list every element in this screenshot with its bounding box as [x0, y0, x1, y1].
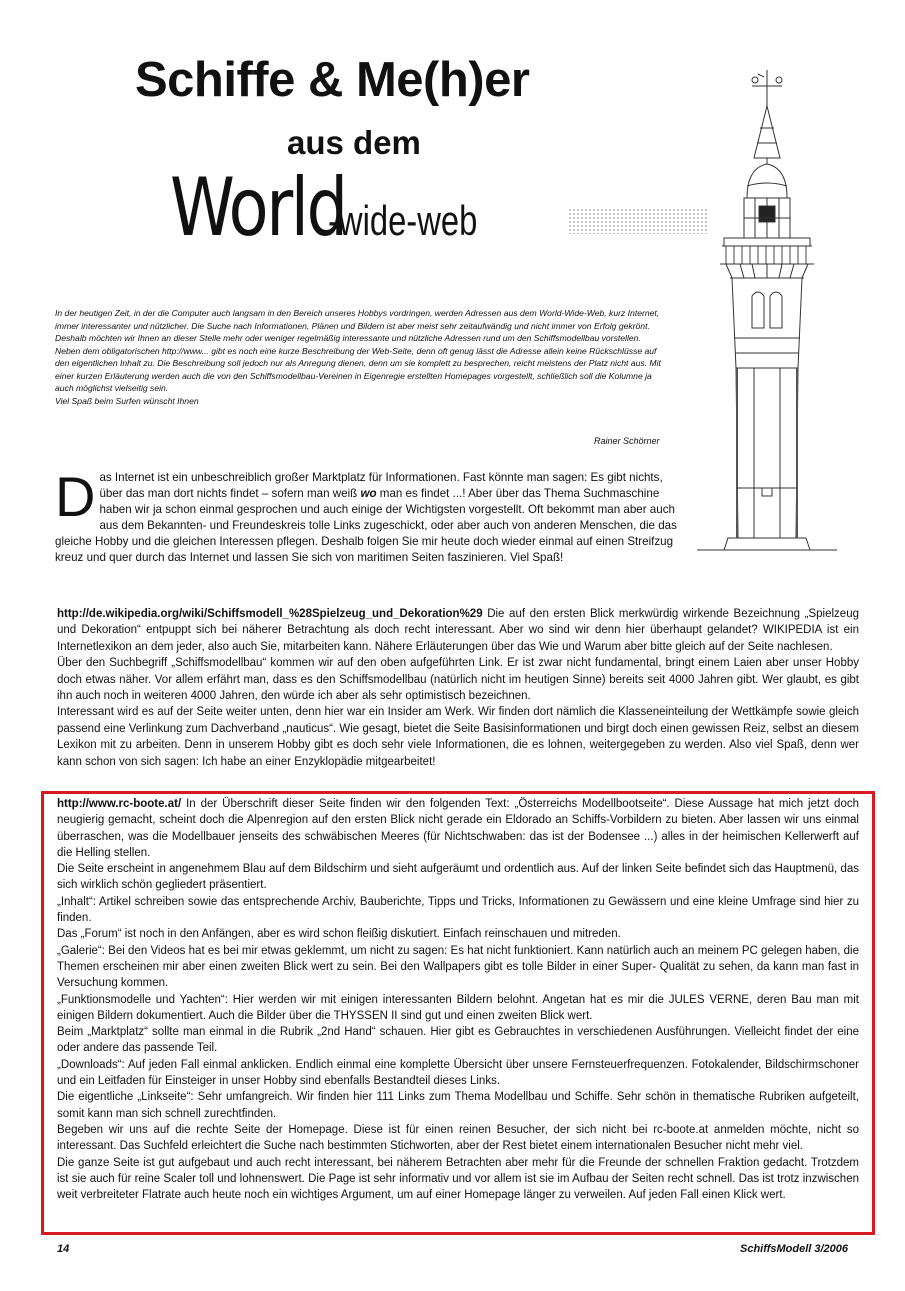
title-world: World	[170, 161, 346, 254]
title-line1: Schiffe & Me(h)er	[135, 53, 530, 107]
article-wikipedia	[57, 606, 859, 770]
lead-text-2: man es findet ...! Aber über das Thema Suchmaschine haben wir ja schon einmal gesprochen und auch einige der Wichtigsten vorgestellt. Oft bekommt man aber auch aus dem Bekannten- und Freundeskreis tolle Links zugeschickt, oder aber auch von anderen Menschen, die das gleiche Hobby und die gleichen Interessen pflegen. Deshalb folgen Sie mir heute doch wieder einmal auf einen Streifzug kreuz und quer durch das Internet und lassen Sie sich von maritimen Seiten faszinieren. Viel Spaß!	[55, 487, 677, 564]
article-paragraph: „Inhalt“: Artikel schreiben sowie das entsprechende Archiv, Bauberichte, Tipps und Tricks, Informationen zu Gewässern und eine kleine Umfrage sind hier zu finden.	[57, 895, 859, 925]
article-intro-text: Die auf den ersten Blick merkwürdig wirkende Bezeichnung „Spielzeug und Dekoration“ entpuppt sich bei näherer Betrachtung als doch recht interessant. Aber wo sind wir denn hier überhaupt gelandet? WIKIPEDIA ist ein Internetlexikon an dem jeder, also auch Sie, mitarbeiten kann. Nähere Erläuterungen über das Wie und Warum aber bitte gleich auf der Seite nachlesen.	[57, 608, 859, 653]
article-paragraph: „Funktionsmodelle und Yachten“: Hier werden wir mit einigen interessanten Bildern belohnt. Angetan hat es mir die JULES VERNE, deren Bau man mit einigen Bildern dokumentiert. Auch die Bilder über die THYSSEN II sind gut und einen zweiten Blick wert.	[57, 993, 859, 1022]
intro-paragraph: In der heutigen Zeit, in der die Computer auch langsam in den Bereich unseres Hobbys vordringen, werden Adressen aus dem World-Wide-Web, kurz Internet, immer interessanter und nützlicher. Die Suche nach Informationen, Plänen und Bildern ist aber meist sehr zeitaufwändig und nicht immer von Erfolg gekrönt. Deshalb möchten wir Ihnen an dieser Stelle mehr oder weniger regelmäßig interessante und nützliche Adressen rund um den Schiffsmodellbau vorstellen.	[55, 308, 660, 343]
article-paragraph: „Downloads“: Auf jeden Fall einmal anklicken. Endlich einmal eine komplette Übersicht über unsere Fernsteuerfrequenzen. Fotokalender, Bildschirmschoner und ein Leitfaden für Einsteiger in unser Hobby sind ebenfalls Bestandteil dieses Links.	[57, 1058, 859, 1088]
article-paragraph	[57, 606, 859, 655]
author-name: Rainer Schörner	[594, 436, 660, 446]
article-paragraph: Die Seite erscheint in angenehmem Blau auf dem Bildschirm und sieht aufgeräumt und ordentlich aus. Auf der linken Seite befindet sich das Hauptmenü, das sich wirklich schön gegliedert präsentiert.	[57, 863, 859, 892]
page-number: 14	[57, 1243, 70, 1255]
article-paragraph: Die eigentliche „Linkseite“: Sehr umfangreich. Wir finden hier 111 Links zum Thema Modellbau und Schiffe. Sehr schön in thematische Rubriken aufgeteilt, somit kann man sich schnell zurechtfinden.	[57, 1091, 859, 1120]
article-paragraph: Interessant wird es auf der Seite weiter unten, denn hier war ein Insider am Werk. Wir finden dort nämlich die Klasseneinteilung der Wettkämpfe sowie gleich passend eine Verlinkung zum Dachverband „nauticus“. Wie gesagt, bietet die Seite Basisinformationen und birgt doch einen gewissen Reiz, selbst an diesem Lexikon mit zu arbeiten. Denn in unserem Hobby gibt es doch sehr viele Informationen, die es lohnen, weitergegeben zu werden. Also viel Spaß, denn wer kann schon von sich sagen: Ich habe an einer Enzyklopädie mitgearbeitet!	[57, 706, 859, 768]
intro-paragraph: Neben dem obligatorischen http://www... gibt es noch eine kurze Beschreibung der Web-Seite, denn oft genug lässt die Adresse allein keine Rückschlüsse auf den eigentlichen Inhalt zu. Die Beschreibung soll jedoch nur als Anregung dienen, denn um sie komplett zu besprechen, reicht meistens der Platz nicht aus. Mit einer kurzen Erläuterung werden auch die von den Schiffsmodellbau-Vereinen in Eigenregie erstellten Homepages vorgestellt, schließlich soll die Kolumne ja auch möglichst vielseitig sein.	[55, 345, 661, 393]
lighthouse-illustration	[692, 68, 842, 558]
halftone-dots	[568, 208, 708, 234]
article-paragraph: „Galerie“: Bei den Videos hat es bei mir etwas geklemmt, um nicht zu sagen: Es hat nicht funktioniert. Kann natürlich auch an meinem PC gelegen haben, die Themen erscheinen mir aber einen zweiten Blick wert zu sein. Bei den Wallpapers gibt es tolle Bilder in einer Super- Qualität zu sehen, da kann man fast in Versuchung kommen.	[57, 944, 859, 990]
intro-paragraph: Viel Spaß beim Surfen wünscht Ihnen	[55, 395, 199, 406]
article-url-link[interactable]: http://de.wikipedia.org/wiki/Schiffsmodell_%28Spielzeug_und_Dekoration%29	[57, 608, 483, 620]
drop-cap: D	[55, 465, 96, 528]
article-url-link[interactable]: http://www.rc-boote.at/	[57, 798, 182, 810]
article-paragraph: Das „Forum“ ist noch in den Anfängen, aber es wird schon fleißig diskutiert. Einfach reinschauen und mitreden.	[57, 928, 621, 941]
lead-emphasis: wo	[360, 487, 377, 500]
article-intro-text: In der Überschrift dieser Seite finden wir den folgenden Text: „Österreichs Modellbootseite“. Diese Aussage hat mich jetzt doch neugierig gemacht, scheint doch die Alpenregion auf den ersten Blick nicht gerade ein Eldorado an Schiffs-Vorbildern zu bieten. Aber lassen wir uns einmal überraschen, was die Modellbauer jenseits des schwäbischen Meeres (für Nichtschwaben: das ist der Bodensee ...) alles in der heimischen Kellerwerft auf die Helling stellen.	[57, 798, 859, 859]
intro-text	[55, 307, 672, 407]
title-wideweb: -wide-web	[328, 197, 478, 244]
article-rc-boote	[57, 796, 859, 1203]
article-paragraph: Über den Suchbegriff „Schiffsmodellbau“ kommen wir auf den oben aufgeführten Link. Er ist zwar nicht fundamental, bringt einem Laien aber unser Hobby doch etwas näher. Vor allem erfährt man, dass es den Schiffsmodellbau (natürlich nicht im heutigen Sinne) bereits seit 4000 Jahren gibt. Wer glaubt, es gibt ihn auch noch in weiteren 4000 Jahren, den würde ich aber als sehr optimistisch bezeichnen.	[57, 657, 859, 703]
title-line2: aus dem	[287, 124, 421, 161]
article-paragraph: Die ganze Seite ist gut aufgebaut und auch recht interessant, bei näherem Betrachten aber mehr für die Freunde der schnellen Fraktion gedacht. Trotzdem ist sie auch für reine Scaler toll und lohnenswert. Die Page ist sehr informativ und vor allem ist sie im Aufbau der Seiten recht schnell. Das ist trotz inzwischen weit verbreiteter Flatrate auch heute noch ein wichtiges Argument, um auf einer Homepage länger zu verweilen. Auf jeden Fall einen Klick wert.	[57, 1156, 859, 1202]
lead-paragraph	[55, 465, 678, 566]
article-paragraph	[57, 796, 859, 861]
article-paragraph: Beim „Marktplatz“ sollte man einmal in die Rubrik „2nd Hand“ schauen. Hier gibt es Gebrauchtes in verschiedenen Ausführungen. Vielleicht findet der eine oder andere das passende Teil.	[57, 1026, 859, 1055]
title-line3	[170, 161, 520, 254]
magazine-issue: SchiffsModell 3/2006	[740, 1243, 849, 1255]
lead-text-1: as Internet ist ein unbeschreiblich großer Marktplatz für Informationen. Fast könnte man sagen: Es gibt nichts, über das man dort nichts findet – sofern man weiß	[99, 471, 663, 500]
article-paragraph: Begeben wir uns auf die rechte Seite der Homepage. Diese ist für einen reinen Besucher, der sich nicht bei rc-boote.at anmelden möchte, nicht so interessant. Das Suchfeld erleichtert die Suche nach bestimmten Stichworten, aber der Rest bietet einem internationalen Besucher nicht mehr viel.	[57, 1123, 859, 1153]
